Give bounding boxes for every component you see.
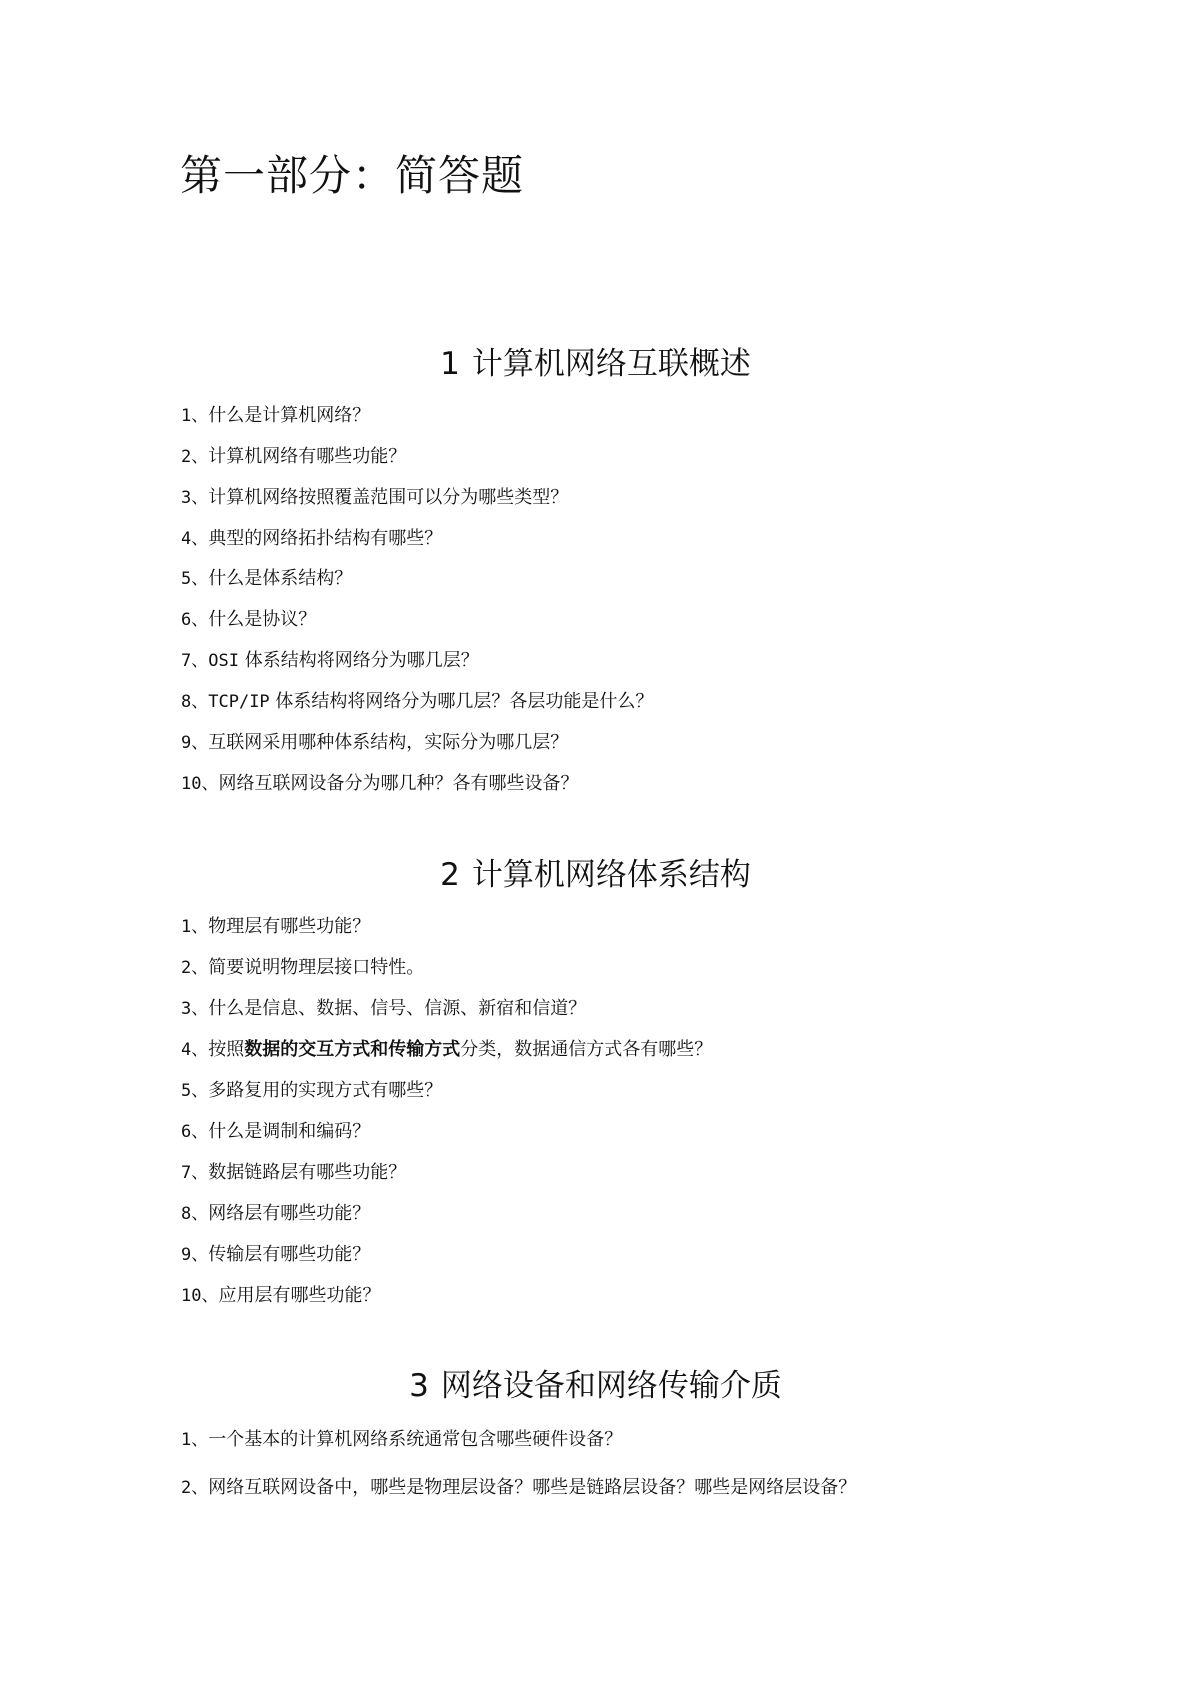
part-title: 第一部分：简答题 (180, 151, 525, 200)
section-number: 3 (409, 1368, 429, 1404)
section-heading: 计算机网络互联概述 (471, 346, 751, 382)
section-heading: 计算机网络体系结构 (471, 857, 751, 893)
question-item: 3、计算机网络按照覆盖范围可以分为哪些类型？ (181, 487, 569, 508)
question-item: 8、TCP/IP 体系结构将网络分为哪几层？各层功能是什么？ (181, 691, 654, 712)
question-item: 7、OSI 体系结构将网络分为哪几层？ (181, 650, 479, 671)
section-title-1 (0, 344, 1191, 384)
question-item: 4、典型的网络拓扑结构有哪些？ (181, 528, 443, 549)
question-item: 10、网络互联网设备分为哪几种？各有哪些设备？ (181, 773, 579, 794)
section-number: 1 (440, 346, 460, 382)
section-heading: 网络设备和网络传输介质 (440, 1368, 782, 1404)
question-item: 8、网络层有哪些功能？ (181, 1203, 371, 1224)
question-item: 1、一个基本的计算机网络系统通常包含哪些硬件设备？ (181, 1429, 623, 1450)
section-title-3 (0, 1366, 1191, 1406)
question-item: 5、什么是体系结构？ (181, 568, 353, 589)
question-item: 1、物理层有哪些功能？ (181, 916, 371, 937)
question-item: 2、网络互联网设备中，哪些是物理层设备？哪些是链路层设备？哪些是网络层设备？ (181, 1477, 857, 1498)
question-item: 6、什么是调制和编码？ (181, 1121, 371, 1142)
question-item: 5、多路复用的实现方式有哪些？ (181, 1080, 443, 1101)
question-item: 2、计算机网络有哪些功能？ (181, 446, 407, 467)
section-title-2 (0, 855, 1191, 895)
question-item: 2、简要说明物理层接口特性。 (181, 957, 425, 978)
question-item: 10、应用层有哪些功能？ (181, 1285, 381, 1306)
question-item: 9、传输层有哪些功能？ (181, 1244, 371, 1265)
section-number: 2 (440, 857, 460, 893)
question-item: 9、互联网采用哪种体系结构，实际分为哪几层？ (181, 732, 569, 753)
question-item: 1、什么是计算机网络？ (181, 405, 371, 426)
question-item: 3、什么是信息、数据、信号、信源、新宿和信道？ (181, 998, 587, 1019)
bold-emphasis: 数据的交互方式和传输方式 (244, 1039, 461, 1060)
question-item: 4、按照数据的交互方式和传输方式分类，数据通信方式各有哪些？ (181, 1039, 713, 1060)
question-item: 6、什么是协议？ (181, 609, 317, 630)
question-item: 7、数据链路层有哪些功能？ (181, 1162, 407, 1183)
